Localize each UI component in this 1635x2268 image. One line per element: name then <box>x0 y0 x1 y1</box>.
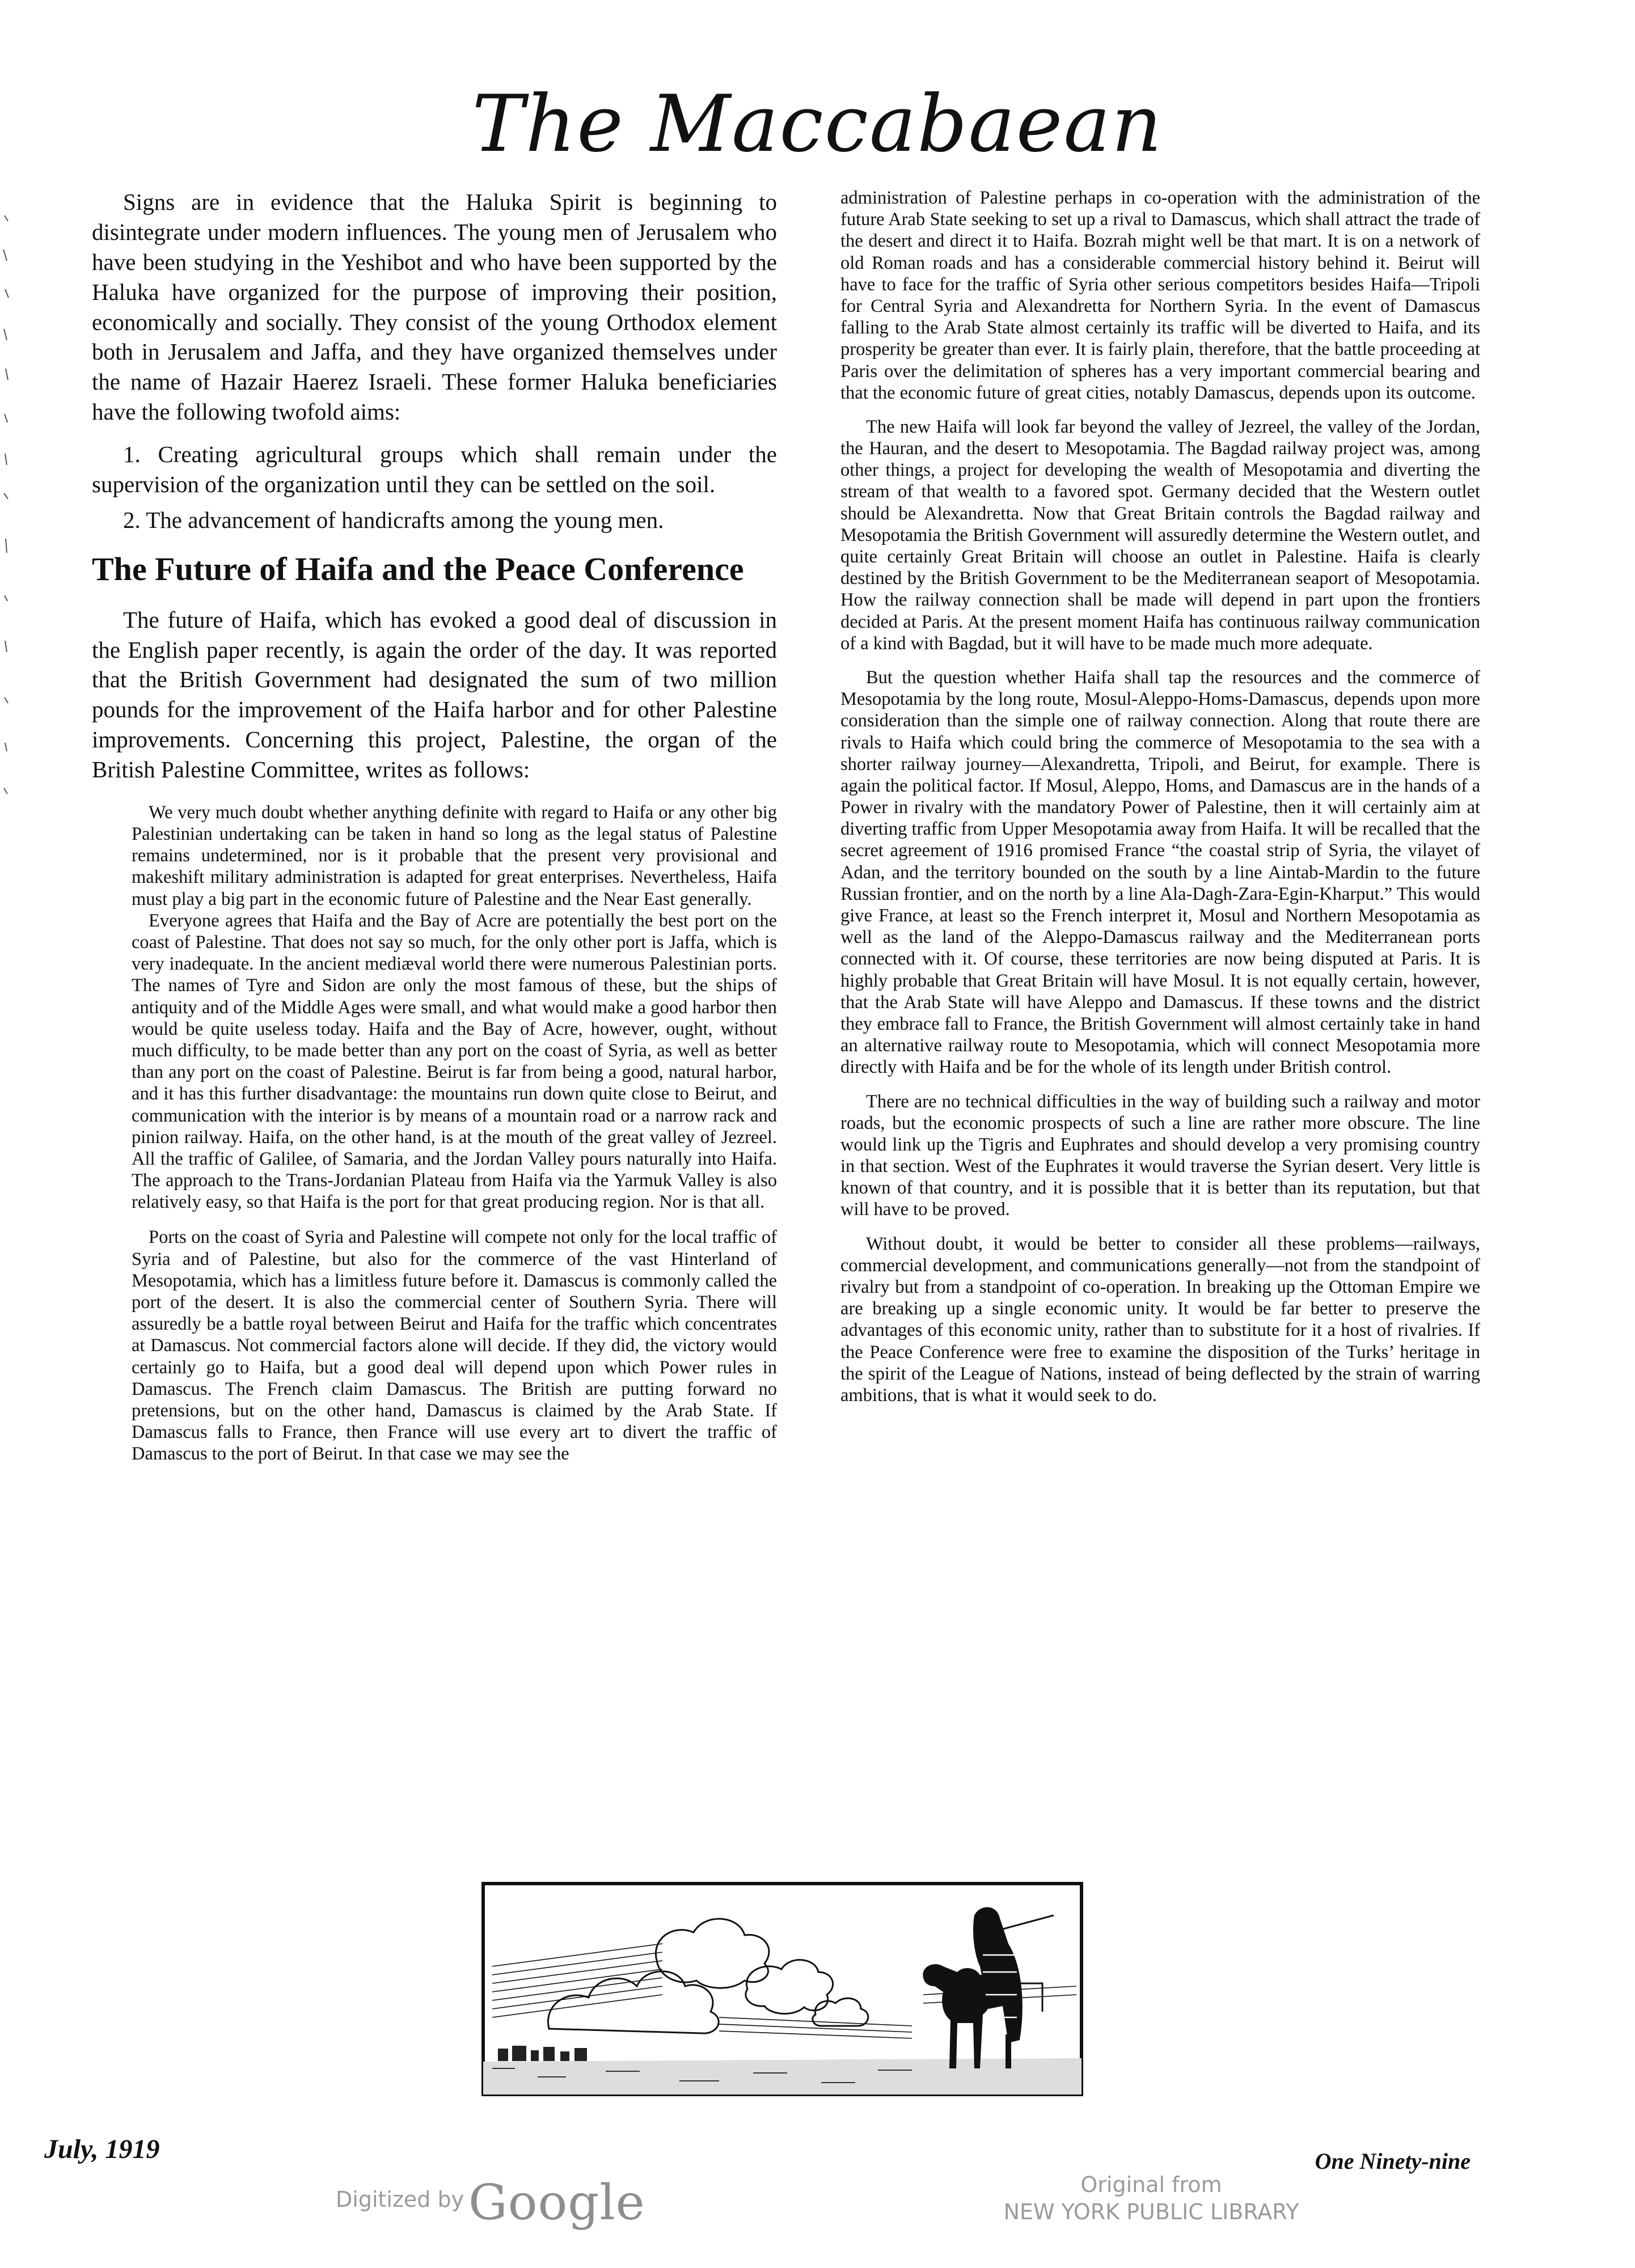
aim-two: 2. The advancement of handicrafts among the young men. <box>123 506 664 533</box>
left-column <box>92 187 777 1465</box>
library-attribution <box>981 2172 1321 2225</box>
article-lead: The future of Haifa, which has evoked a good deal of discussion in the English paper recently, is again the order of the day. It was reported that the British Government had designated the sum of two million pounds for the improvement of the Haifa harbor and for other Palestine improvements. Concerning this project, Palestine, the organ of the British Palestine Committee, writes as follows: <box>92 606 777 782</box>
body-paragraph: administration of Palestine perhaps in co-operation with the administration of the future Arab State seeking to set up a rival to Damascus, which shall attract the trade of the desert and direct it to Haifa. Bozrah might well be that mart. It is on a network of old Roman roads and has a considerable commercial history behind it. Beirut will have to face for the traffic of Syria other serious competitors besides Haifa—Tripoli for Central Syria and Alexandretta for Northern Syria. In the event of Damascus falling to the Arab State almost certainly its traffic will be diverted to Haifa, and its prosperity be greater than ever. It is fairly plain, therefore, that the battle proceeding at Paris over the delimitation of spheres has a very important commercial bearing and that the economic future of great cities, notably Damascus, depends upon its outcome. <box>840 188 1480 403</box>
quote-paragraph: Everyone agrees that Haifa and the Bay of Acre are potentially the best port on the coast of Palestine. That does not say so much, for the only other port is Jaffa, which is very inadequate. In the ancient mediæval world there were numerous Palestinian ports. The names of Tyre and Sidon are only the most famous of these, but the ships of antiquity and of the Middle Ages were small, and what would make a good harbor then would be quite useless today. Haifa and the Bay of Acre, however, ought, without much difficulty, to be made better than any port on the coast of Syria, as well as better than any port on the coast of Palestine. Beirut is far from being a good, natural harbor, and it has this further disadvantage: the mountains run down quite close to Beirut, and communication with the interior is by means of a mountain road or a narrow rack and pinion railway. Haifa, on the other hand, is at the mouth of the great valley of Jezreel. All the traffic of Galilee, of Samaria, and the Jordan Valley pours naturally into Haifa. The approach to the Trans-Jordanian Plateau from Haifa via the Yarmuk Valley is also relatively easy, so that Haifa is the port for that great producing region. Nor is that all. <box>132 910 777 1213</box>
margin-bleed-marks <box>0 198 23 822</box>
issue-date: July, 1919 <box>44 2134 160 2164</box>
quote-paragraph: Ports on the coast of Syria and Palestine will compete not only for the local traffic of Syria and of Palestine, but also for the commerce of the vast Hinterland of Mesopotamia, which has a limitless future before it. Damascus is commonly called the port of the desert. It is also the commercial center of Southern Syria. There will assuredly be a battle royal between Beirut and Haifa for the traffic which concentrates at Damascus. Not commercial factors alone will decide. If they did, the victory would certainly go to Haifa, but a good deal will depend upon which Power rules in Damascus. The French claim Damascus. The British are putting forward no pretensions, but on the other hand, Damascus is claimed by the Arab State. If Damascus falls to France, then France will use every art to divert the traffic of Damascus to the port of Beirut. In that case we may see the <box>132 1227 777 1465</box>
body-paragraph: But the question whether Haifa shall tap the resources and the commerce of Mesopotamia by the long route, Mosul-Aleppo-Homs-Damascus, depends upon more consideration than the simple one of railway connection. Along that route there are rivals to Haifa which could bring the commerce of Mesopotamia to the sea with a shorter railway journey—Alexandretta, Tripoli, and Beirut, for example. There is again the political factor. If Mosul, Aleppo, Homs, and Damascus are in the hands of a Power in rivalry with the mandatory Power of Palestine, then it will certainly aim at diverting traffic from Upper Mesopotamia away from Haifa. It will be recalled that the secret agreement of 1916 promised France “the coastal strip of Syria, the vilayet of Adan, and the territory bounded on the south by a line Aintab-Mardin to the future Russian frontier, and on the north by a line Ala-Dagh-Zara-Egin-Kharput.” This would give France, at least so the French interpret it, Mosul and Northern Mesopotamia as well as the land of the Aleppo-Damascus railway and the Mediterranean ports connected with it. Of course, these territories are now being disputed at Paris. It is highly probable that Great Britain will have Mosul. It is not equally certain, however, that the Arab State will have Aleppo and Damascus. If these towns and the district they embrace fall to France, the British Government will almost certainly take in hand an alternative railway route to Mesopotamia, which will connect Mesopotamia more directly with Haifa and be for the whole of its length under British control. <box>840 667 1480 1078</box>
intro-paragraph: Signs are in evidence that the Haluka Spirit is beginning to disintegrate under modern influences. The young men of Jerusalem who have been studying in the Yeshibot and who have been supported by the Haluka have organized for the purpose of improving their position, economically and socially. They consist of the young Orthodox element both in Jerusalem and Jaffa, and they have organized themselves under the name of Hazair Haerez Israeli. These former Haluka beneficiaries have the following twofold aims: <box>92 189 777 425</box>
desert-camel-illustration <box>481 1881 1084 2097</box>
body-paragraph: Without doubt, it would be better to consider all these problems—railways, commercial development, and communications generally—not from the standpoint of rivalry but from a standpoint of co-operation. In breaking up the Ottoman Empire we are breaking up a single economic unity. It would be far better to preserve the advantages of this economic unity, rather than to substitute for it a host of rivalries. If the Peace Conference were free to examine the disposition of the Turks’ heritage in the spirit of the League of Nations, instead of being deflected by the strain of warring ambitions, that is what it would seek to do. <box>840 1233 1480 1406</box>
body-paragraph: There are no technical difficulties in the way of building such a railway and motor roads, but the economic prospects of such a line are rather more obscure. The line would link up the Tigris and Euphrates and should develop a very promising country in that section. West of the Euphrates it would traverse the Syrian desert. Very little is known of that country, and it is possible that it is better than its reputation, but that will have to be proved. <box>840 1091 1480 1220</box>
google-logo: Google <box>468 2174 645 2231</box>
original-from-label: Original from <box>1080 2172 1222 2197</box>
right-column <box>840 187 1480 1406</box>
masthead-title: The Maccabaean <box>472 78 1163 170</box>
quoted-passage <box>92 802 777 1465</box>
body-paragraph: The new Haifa will look far beyond the valley of Jezreel, the valley of the Jordan, the Hauran, and the desert to Mesopotamia. The Bagdad railway project was, among other things, a project for developing the wealth of Mesopotamia and diverting the stream of that wealth to a favored spot. Germany decided that the Western outlet should be Alexandretta. Now that Great Britain controls the Bagdad railway and Mesopotamia the British Government will assuredly determine the Western outlet, and quite certainly Great Britain will choose an outlet in Palestine. Haifa is clearly destined by the British Government to be the Mediterranean seaport of Mesopotamia. How the railway connection shall be made will depend in part upon the frontiers decided at Paris. At the present moment Haifa has continuous railway communication of a kind with Bagdad, but it will have to be made much more adequate. <box>840 416 1480 654</box>
article-heading: The Future of Haifa and the Peace Conference <box>92 550 744 587</box>
digitized-by-label: Digitized by <box>336 2187 464 2212</box>
aim-one: 1. Creating agricultural groups which shall remain under the supervision of the organization until they can be settled on the soil. <box>92 441 777 497</box>
quote-paragraph: We very much doubt whether anything definite with regard to Haifa or any other big Palestinian undertaking can be taken in hand so long as the legal status of Palestine remains undetermined, nor is it probable that the present very provisional and makeshift military administration is adapted for great enterprises. Nevertheless, Haifa must play a big part in the economic future of Palestine and the Near East generally. <box>132 802 777 909</box>
page-number: One Ninety-nine <box>1315 2148 1471 2174</box>
library-name: NEW YORK PUBLIC LIBRARY <box>1003 2199 1299 2224</box>
